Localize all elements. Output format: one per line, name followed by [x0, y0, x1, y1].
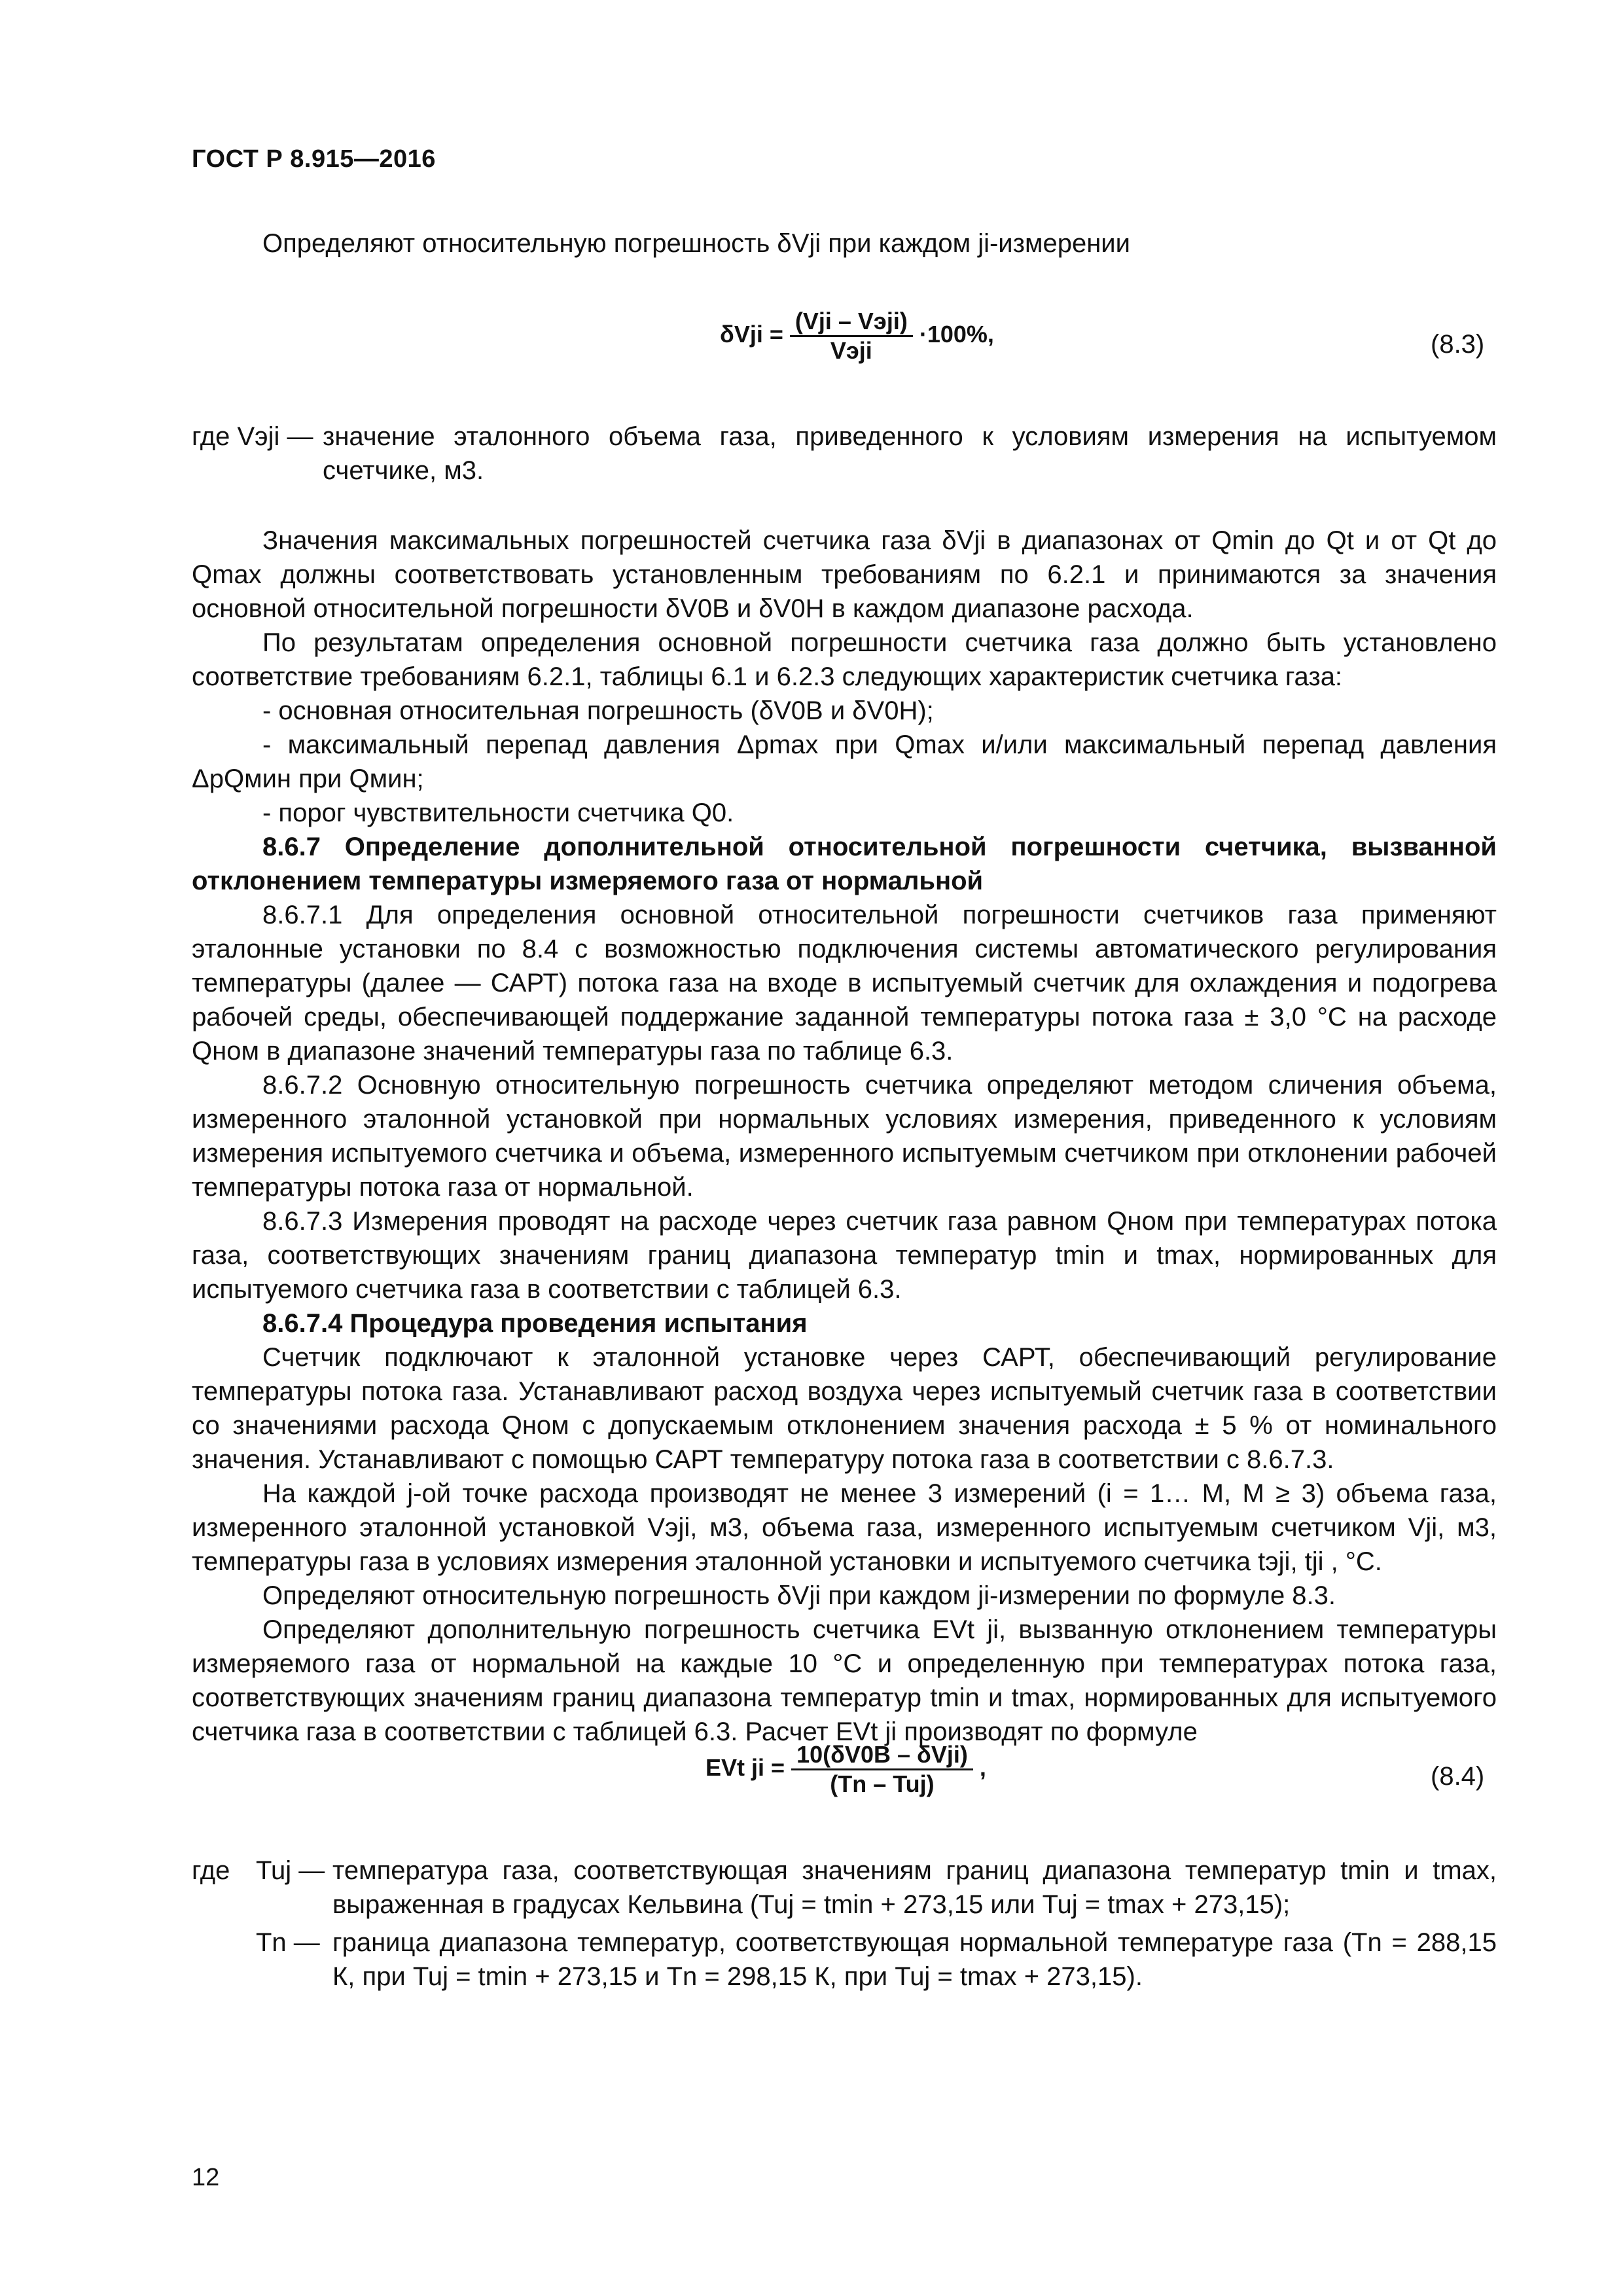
definition-label: Tn —: [256, 1928, 320, 1957]
formula-lhs: δVji =: [720, 321, 783, 348]
formula-lhs: EVt ji =: [705, 1754, 785, 1782]
paragraph: Определяют относительную погрешность δVji при каждом ji-измерении по формуле 8.3.: [262, 1581, 1336, 1610]
definition-prefix: где: [192, 1856, 230, 1885]
document-header: ГОСТ Р 8.915—2016: [192, 145, 436, 173]
definition-text: значение эталонного объема газа, приведенного к условиям измерения на испытуемом счетчике, м3.: [323, 422, 1497, 485]
formula-denominator: (Tn – Tuj): [830, 1770, 935, 1797]
page-number: 12: [192, 2164, 220, 2191]
definition-label: где Vэji —: [192, 422, 313, 451]
paragraph: Определяют дополнительную погрешность счетчика EVt ji, вызванную отклонением температуры измеряемого газа от нормальной на каждые 10 °С и определенную при температурах потока газа, соответствующих значениям границ диапазона температур tmin и tmax, нормированных для испытуемого счетчика газа в соответствии с таблицей 6.3. Расчет EVt ji производят по формуле: [192, 1615, 1497, 1746]
formula-tail: ,: [979, 1754, 986, 1782]
formula-8-3: [720, 308, 994, 365]
definition-label: Tuj —: [256, 1856, 325, 1885]
paragraph: 8.6.7.1 Для определения основной относительной погрешности счетчиков газа применяют эталонные установки по 8.4 с возможностью подключения системы автоматического регулирования температуры (далее — САРТ) потока газа на входе в испытуемый счетчик для охлаждения и подогрева рабочей среды, обеспечивающей поддержание заданной температуры потока газа ± 3,0 °С на расходе Qном в диапазоне значений температуры газа по таблице 6.3.: [192, 901, 1497, 1066]
paragraph: 8.6.7.3 Измерения проводят на расходе через счетчик газа равном Qном при температурах потока газа, соответствующих значениям границ диапазона температур tmin и tmax, нормированных для испытуемого счетчика газа в соответствии с таблицей 6.3.: [192, 1207, 1497, 1304]
formula-numerator: (Vji – Vэji): [790, 308, 913, 337]
paragraph: 8.6.7.2 Основную относительную погрешность счетчика определяют методом сличения объема, измеренного эталонной установкой при нормальных условиях измерения, приведенного к условиям измерения испытуемого счетчика и объема, измеренного испытуемым счетчиком при отклонении рабочей температуры потока газа от нормальной.: [192, 1071, 1497, 1202]
list-item: - максимальный перепад давления Δpmax при Qmax и/или максимальный перепад давления ΔpQмин при Qмин;: [192, 730, 1497, 793]
paragraph: Значения максимальных погрешностей счетчика газа δVji в диапазонах от Qmin до Qt и от Qt до Qmax должны соответствовать установленным требованиям по 6.2.1 и принимаются за значения основной относительной погрешности δV0B и δV0H в каждом диапазоне расхода.: [192, 526, 1497, 623]
formula-fraction: [791, 1741, 973, 1798]
formula-denominator: Vэji: [830, 337, 872, 364]
section-heading: 8.6.7 Определение дополнительной относительной погрешности счетчика, вызванной отклонением температуры измеряемого газа от нормальной: [192, 833, 1497, 895]
paragraph: По результатам определения основной погрешности счетчика газа должно быть установлено соответствие требованиям 6.2.1, таблицы 6.1 и 6.2.3 следующих характеристик счетчика газа:: [192, 628, 1497, 691]
definition-block: [192, 420, 1497, 492]
equation-number: (8.3): [1431, 330, 1485, 359]
equation-number: (8.4): [1431, 1762, 1485, 1791]
formula-tail: ·100%,: [919, 321, 994, 348]
formula-numerator: 10(δV0B – δVji): [791, 1741, 973, 1770]
formula-8-4: [705, 1741, 986, 1798]
subsection-heading: 8.6.7.4 Процедура проведения испытания: [262, 1309, 808, 1338]
list-item: - основная относительная погрешность (δV0B и δV0H);: [262, 696, 934, 725]
formula-fraction: [790, 308, 913, 365]
intro-paragraph: Определяют относительную погрешность δVji при каждом ji-измерении: [262, 229, 1130, 258]
paragraph: На каждой j-ой точке расхода производят не менее 3 измерений (i = 1… M, M ≥ 3) объема газа, измеренного эталонной установкой Vэji, м3, объема газа, измеренного испытуемым счетчиком Vji, м3, температуры газа в условиях измерения эталонной установки и испытуемого счетчика tэji, tji , °С.: [192, 1479, 1497, 1576]
paragraph: Счетчик подключают к эталонной установке через САРТ, обеспечивающий регулирование температуры потока газа. Устанавливают расход воздуха через испытуемый счетчик газа в соответствии со значениями расхода Qном с допускаемым отклонением значения расхода ± 5 % от номинального значения. Устанавливают с помощью САРТ температуру потока газа в соответствии с 8.6.7.3.: [192, 1343, 1497, 1474]
list-item: - порог чувствительности счетчика Q0.: [262, 798, 734, 827]
definition-text: температура газа, соответствующая значениям границ диапазона температур tmin и tmax, выраженная в градусах Кельвина (Tuj = tmin + 273,15 или Tuj = tmax + 273,15);: [332, 1856, 1497, 1919]
definition-block: [192, 1854, 1497, 1998]
main-body: [192, 524, 1497, 1749]
definition-text: граница диапазона температур, соответствующая нормальной температуре газа (Tn = 288,15 К, при Tuj = tmin + 273,15 и Tn = 298,15 К, при Tuj = tmax + 273,15).: [332, 1928, 1497, 1991]
